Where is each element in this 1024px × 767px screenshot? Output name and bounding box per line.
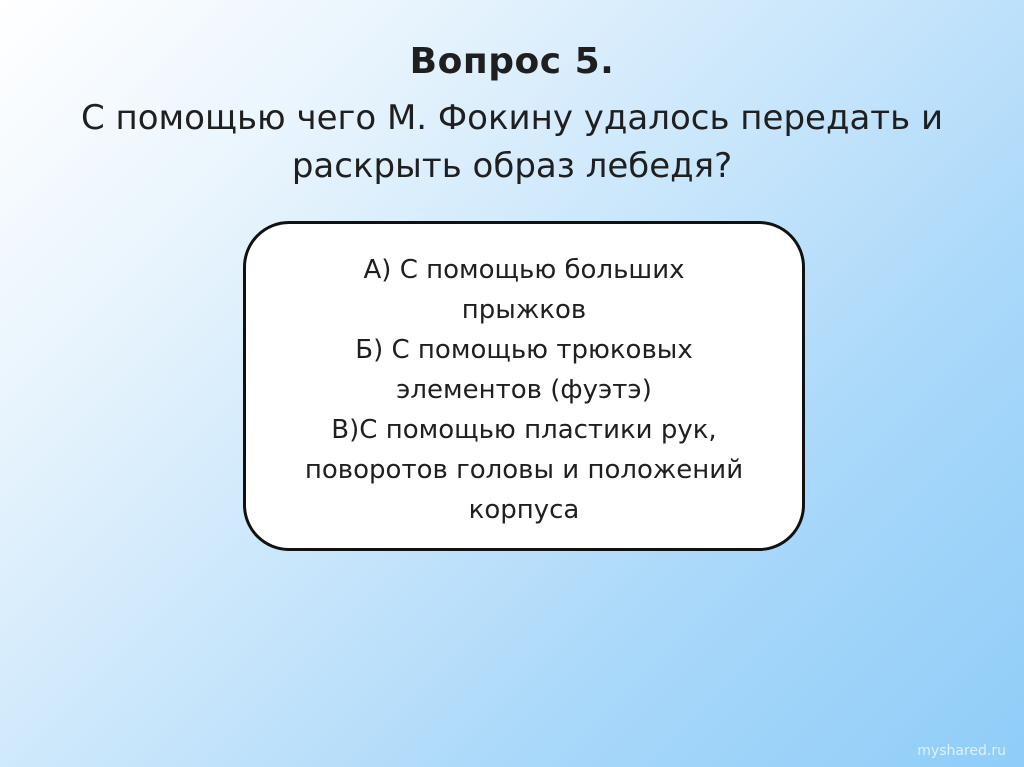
answer-option-c-line-3: корпуса [468,495,580,525]
question-line: раскрыть образ лебедя? [291,146,733,186]
answer-option-c-line-1: В)С помощью пластики рук, [331,415,717,445]
answer-option-b-line-2: элементов (фуэтэ) [396,375,652,405]
question-text [40,94,984,190]
answer-option-a-line-1: А) С помощью больших [363,255,685,285]
answer-option-c-line-2: поворотов головы и положений [304,455,744,485]
question-line: С помощью чего М. Фокину удалось передать и [80,98,944,138]
question-title: Вопрос 5. [409,41,615,82]
answer-option-b-line-1: Б) С помощью трюковых [355,335,693,365]
answer-options-box [243,221,805,551]
watermark: myshared.ru [917,743,1006,759]
answer-option-a-line-2: прыжков [461,295,587,325]
